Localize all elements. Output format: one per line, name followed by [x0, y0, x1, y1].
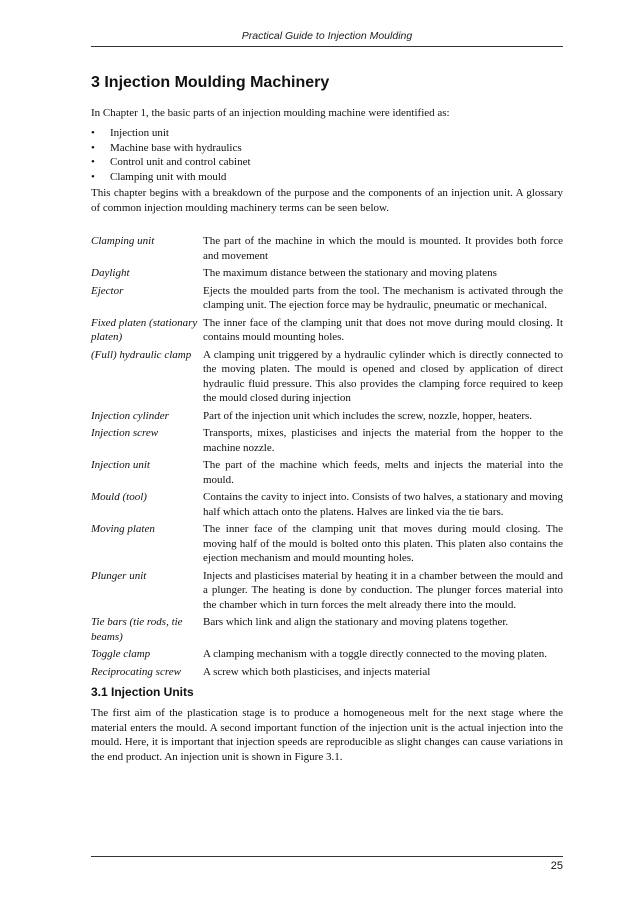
- footer-rule: [91, 856, 563, 857]
- glossary-definition: The part of the machine which feeds, melts and injects the material into the mould.: [203, 459, 563, 486]
- glossary-row: [91, 316, 563, 345]
- glossary-row: [91, 647, 563, 662]
- glossary-definition: The maximum distance between the stationary and moving platens: [203, 267, 497, 279]
- list-item: [91, 126, 563, 141]
- list-item-text: Clamping unit with mould: [110, 170, 227, 183]
- bullet-icon: •: [91, 127, 95, 139]
- glossary-term: Daylight: [91, 267, 130, 279]
- bullet-icon: •: [91, 170, 95, 183]
- glossary-term: Fixed platen (stationary platen): [91, 316, 198, 343]
- glossary-row: [91, 615, 563, 644]
- glossary-definition: Contains the cavity to inject into. Consists of two halves, a stationary and moving half which attach onto the platens. Halves are linked via the tie bars.: [203, 491, 563, 518]
- body-paragraph: This chapter begins with a breakdown of the purpose and the components of an injection unit. A glossary of common injection moulding machinery terms can be seen below.: [91, 187, 563, 214]
- glossary-definition: A screw which both plasticises, and injects material: [203, 665, 431, 678]
- glossary-definition: Part of the injection unit which includes the screw, nozzle, hopper, heaters.: [203, 409, 533, 422]
- glossary-term: Injection cylinder: [91, 409, 169, 422]
- list-item-text: Control unit and control cabinet: [110, 156, 251, 168]
- glossary-term: Clamping unit: [91, 235, 155, 247]
- glossary-row: [91, 426, 563, 455]
- list-item-text: Injection unit: [110, 127, 169, 139]
- glossary-row: [91, 284, 563, 313]
- glossary-definition: The inner face of the clamping unit that moves during mould closing. The moving half of the mould is bolted onto this platen. This platen also contains the ejection mechanism and mould mounting holes.: [203, 523, 563, 564]
- glossary-definition: The part of the machine in which the mould is mounted. It provides both force and movement: [203, 235, 563, 262]
- list-item: [91, 170, 563, 185]
- glossary-term: Tie bars (tie rods, tie beams): [91, 616, 183, 643]
- running-header: Practical Guide to Injection Moulding: [241, 30, 413, 42]
- glossary-definition: Injects and plasticises material by heating it in a chamber between the mould and a plunger. The heating is done by conduction. The plunger forces material into the chamber which in turn forces the melt already there into the mould.: [203, 569, 563, 611]
- glossary-definition: A clamping unit triggered by a hydraulic cylinder which is directly connected to the moving platen. The mould is opened and closed by application of direct hydraulic fluid pressure. This also provides the clamping force required to keep the mould closed during injection: [203, 348, 563, 404]
- glossary-term: Injection screw: [91, 427, 159, 439]
- glossary-definition: The inner face of the clamping unit that does not move during mould closing. It contains mould mounting holes.: [203, 316, 563, 343]
- glossary-term: Mould (tool): [91, 491, 147, 503]
- glossary-definition: Bars which link and align the stationary and moving platens together.: [203, 616, 509, 628]
- glossary-row: [91, 665, 563, 680]
- glossary-row: [91, 458, 563, 487]
- glossary-term: Plunger unit: [91, 569, 147, 582]
- glossary: [91, 234, 563, 682]
- glossary-term: Reciprocating screw: [91, 665, 181, 678]
- glossary-definition: Ejects the moulded parts from the tool. The mechanism is activated through the clamping unit. The ejection force may be hydraulic, pneumatic or mechanical.: [203, 284, 563, 311]
- bullet-list: [91, 126, 563, 184]
- body-paragraph: The first aim of the plastication stage is to produce a homogeneous melt for the next stage where the material enters the mould. A second important function of the injection unit is the actual injection into the mould. Here, it is important that injection speeds are reproducible as slight changes can cause variations in the end product. An injection unit is shown in Figure 3.1.: [91, 707, 563, 763]
- glossary-term: Ejector: [91, 284, 124, 297]
- glossary-row: [91, 266, 563, 281]
- glossary-row: [91, 490, 563, 519]
- glossary-row: [91, 522, 563, 566]
- bullet-icon: •: [91, 141, 95, 154]
- glossary-term: Moving platen: [91, 523, 155, 535]
- chapter-title: 3 Injection Moulding Machinery: [91, 74, 330, 91]
- glossary-row: [91, 569, 563, 613]
- glossary-row: [91, 409, 563, 424]
- glossary-row: [91, 234, 563, 263]
- glossary-definition: Transports, mixes, plasticises and injects the material from the hopper to the machine nozzle.: [203, 427, 563, 454]
- list-item: [91, 155, 563, 170]
- list-item: [91, 141, 563, 156]
- intro-text: In Chapter 1, the basic parts of an injection moulding machine were identified as:: [91, 107, 450, 119]
- section-title: 3.1 Injection Units: [91, 685, 194, 699]
- glossary-term: Toggle clamp: [91, 648, 151, 660]
- glossary-term: (Full) hydraulic clamp: [91, 348, 192, 361]
- glossary-term: Injection unit: [91, 459, 150, 471]
- bullet-icon: •: [91, 156, 95, 168]
- header-rule: [91, 46, 563, 47]
- glossary-row: [91, 348, 563, 406]
- glossary-definition: A clamping mechanism with a toggle directly connected to the moving platen.: [203, 648, 547, 660]
- page-number: 25: [550, 860, 563, 872]
- list-item-text: Machine base with hydraulics: [110, 141, 242, 154]
